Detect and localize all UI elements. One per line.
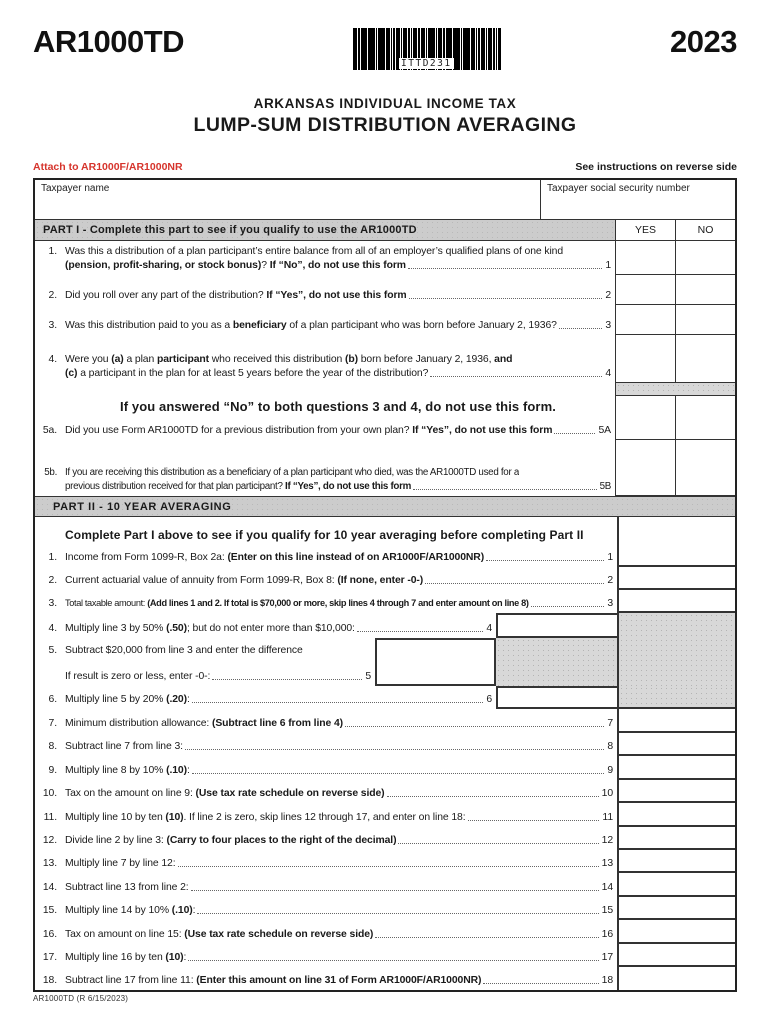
dotted-leader xyxy=(486,560,604,561)
dotted-leader xyxy=(178,866,599,867)
dotted-leader xyxy=(409,298,603,299)
shaded-cell xyxy=(617,613,735,638)
line-5-entry[interactable] xyxy=(375,638,496,686)
shaded-cell xyxy=(617,686,735,709)
part2-line-5 xyxy=(35,638,735,686)
barcode-label: ITTD231 xyxy=(401,58,452,69)
dotted-leader xyxy=(468,820,600,821)
line-10-entry[interactable] xyxy=(617,780,735,803)
q5a-no-box[interactable] xyxy=(675,396,735,440)
q5a-yes-box[interactable] xyxy=(615,396,675,440)
line-text: 15. Multiply line 14 by 10% (.10): 15 xyxy=(42,904,613,916)
line-text: 1. Income from Form 1099-R, Box 2a: (Enter on this line instead of on AR1000F/AR1000NR) 1 xyxy=(48,551,613,563)
tax-year: 2023 xyxy=(670,24,737,59)
dotted-leader xyxy=(387,796,599,797)
line-8-entry[interactable] xyxy=(617,733,735,756)
part2-subheader: Complete Part I above to see if you qualify for 10 year averaging before completing Part II xyxy=(65,528,584,542)
dotted-leader xyxy=(212,679,362,680)
line-text: 4. Multiply line 3 by 50% (.50); but do not enter more than $10,000: 4 xyxy=(48,622,492,634)
dotted-leader xyxy=(375,937,598,938)
line-text: 18. Subtract line 17 from line 11: (Enter this amount on line 31 of Form AR1000F/AR1000NR) 18 xyxy=(42,974,613,986)
line-text: 8. Subtract line 7 from line 3: 8 xyxy=(48,740,613,752)
dotted-leader xyxy=(191,890,599,891)
part2-line-17 xyxy=(35,944,735,967)
q1-no-box[interactable] xyxy=(675,241,735,275)
part2-line-2 xyxy=(35,567,735,590)
question-text: (pension, profit-sharing, or stock bonus)? If “No”, do not use this form 1 xyxy=(65,259,611,271)
part2-header-bar: PART II - 10 YEAR AVERAGING xyxy=(35,496,735,517)
no-column-header: NO xyxy=(675,220,735,240)
barcode xyxy=(353,28,501,70)
line-15-entry[interactable] xyxy=(617,897,735,920)
part1-question-5a xyxy=(35,396,735,440)
line-text: 17. Multiply line 16 by ten (10): 17 xyxy=(42,951,613,963)
form-code: AR1000TD xyxy=(33,24,185,59)
part2-line-3 xyxy=(35,590,735,613)
part2-line-8 xyxy=(35,733,735,756)
taxpayer-name-label: Taxpayer name xyxy=(41,183,110,194)
part2-line-7 xyxy=(35,709,735,733)
part2-line-18 xyxy=(35,967,735,990)
q5b-no-box[interactable] xyxy=(675,440,735,496)
line-text: 13. Multiply line 7 by line 12: 13 xyxy=(42,857,613,869)
dotted-leader xyxy=(188,960,598,961)
note-line xyxy=(33,161,737,173)
ssn-field[interactable] xyxy=(540,180,735,219)
part2-line-4 xyxy=(35,613,735,638)
line-2-entry[interactable] xyxy=(617,567,735,590)
dotted-leader xyxy=(483,983,598,984)
question-text: 5a. Did you use Form AR1000TD for a previous distribution from your own plan? If “Yes”, do not use this form 5A xyxy=(42,424,611,436)
part2-line-6 xyxy=(35,686,735,709)
part1-question-3 xyxy=(35,305,735,335)
line-text: 2. Current actuarial value of annuity from Form 1099-R, Box 8: (If none, enter -0-) 2 xyxy=(48,574,613,586)
line-text: 3. Total taxable amount: (Add lines 1 and 2. If total is $70,000 or more, skip lines 4 through 7 and enter amount on line 8) 3 xyxy=(48,597,613,609)
line-text: 16. Tax on amount on line 15: (Use tax rate schedule on reverse side) 16 xyxy=(42,928,613,940)
line-16-entry[interactable] xyxy=(617,920,735,944)
dotted-leader xyxy=(192,773,605,774)
line-6-entry[interactable] xyxy=(496,686,617,709)
dotted-leader xyxy=(531,606,605,607)
footer-revision: AR1000TD (R 6/15/2023) xyxy=(33,994,129,1003)
q5b-yes-box[interactable] xyxy=(615,440,675,496)
dotted-leader xyxy=(398,843,598,844)
q1-yes-box[interactable] xyxy=(615,241,675,275)
form-header xyxy=(33,0,737,70)
dotted-leader xyxy=(413,489,597,490)
part2-line-1 xyxy=(35,547,735,567)
part1-question-4 xyxy=(35,335,735,383)
question-text: 4. Were you (a) a plan participant who received this distribution (b) born before January 2, 1936, and xyxy=(48,354,513,365)
notice-text: If you answered “No” to both questions 3 and 4, do not use this form. xyxy=(120,399,556,414)
yes-column-header: YES xyxy=(615,220,675,240)
dotted-leader xyxy=(559,328,603,329)
dotted-leader xyxy=(192,702,484,703)
title-line-1: ARKANSAS INDIVIDUAL INCOME TAX xyxy=(253,96,517,111)
line-1-entry-upper[interactable] xyxy=(617,517,735,547)
part1-header-row xyxy=(35,220,735,241)
taxpayer-name-field[interactable] xyxy=(35,180,540,219)
line-text: 6. Multiply line 5 by 20% (.20): 6 xyxy=(48,693,492,705)
line-text: 14. Subtract line 13 from line 2: 14 xyxy=(42,881,613,893)
question-text: 1. Was this a distribution of a plan participant’s entire balance from all of an employer’s qualified plans of one kind xyxy=(48,246,564,257)
question-text: 5b. If you are receiving this distribution as a beneficiary of a plan participant who died, was the AR1000TD used for a xyxy=(44,467,519,478)
line-11-entry[interactable] xyxy=(617,803,735,827)
part2-line-16 xyxy=(35,920,735,944)
taxpayer-row xyxy=(35,180,735,220)
q3-yes-box[interactable] xyxy=(615,305,675,335)
line-3-entry[interactable] xyxy=(617,590,735,613)
dotted-leader xyxy=(357,631,483,632)
shaded-cell xyxy=(615,383,735,396)
part2-subheader-row xyxy=(35,517,735,547)
line-text: 12. Divide line 2 by line 3: (Carry to four places to the right of the decimal) 12 xyxy=(42,834,613,846)
part1-question-1 xyxy=(35,241,735,275)
part2-line-12 xyxy=(35,827,735,850)
line-text: 10. Tax on the amount on line 9: (Use tax rate schedule on reverse side) 10 xyxy=(42,787,613,799)
dotted-leader xyxy=(425,583,604,584)
line-text: 5. Subtract $20,000 from line 3 and enter the difference xyxy=(48,645,303,656)
part2-line-11 xyxy=(35,803,735,827)
line-12-entry[interactable] xyxy=(617,827,735,850)
part2-line-9 xyxy=(35,756,735,780)
question-text: (c) a participant in the plan for at least 5 years before the year of the distribution? 4 xyxy=(65,367,611,379)
line-text: 11. Multiply line 10 by ten (10). If line 2 is zero, skip lines 12 through 17, and enter on line 18: 11 xyxy=(43,811,613,823)
dotted-leader xyxy=(197,913,598,914)
part1-question-2 xyxy=(35,275,735,305)
question-text: 3. Was this distribution paid to you as a beneficiary of a plan participant who was born before January 2, 1936? 3 xyxy=(48,319,611,331)
q2-yes-box[interactable] xyxy=(615,275,675,305)
line-14-entry[interactable] xyxy=(617,873,735,897)
line-text: If result is zero or less, enter -0-: 5 xyxy=(65,670,371,682)
dotted-leader xyxy=(345,726,604,727)
line-text: 7. Minimum distribution allowance: (Subtract line 6 from line 4) 7 xyxy=(48,717,613,729)
instructions-note: See instructions on reverse side xyxy=(575,161,737,173)
line-9-entry[interactable] xyxy=(617,756,735,780)
part2-lines-7-18 xyxy=(35,709,735,990)
part2-line-10 xyxy=(35,780,735,803)
part2-line-14 xyxy=(35,873,735,897)
question-text: previous distribution received for that plan participant? If “Yes”, do not use this form 5B xyxy=(65,480,611,492)
part2-line-15 xyxy=(35,897,735,920)
part2-line-13 xyxy=(35,850,735,873)
line-text: 9. Multiply line 8 by 10% (.10): 9 xyxy=(48,764,613,776)
shaded-cell xyxy=(617,638,735,686)
q4-no-box[interactable] xyxy=(675,335,735,383)
line-13-entry[interactable] xyxy=(617,850,735,873)
dotted-leader xyxy=(554,433,595,434)
attach-note: Attach to AR1000F/AR1000NR xyxy=(33,161,183,173)
dotted-leader xyxy=(430,376,602,377)
title-line-2: LUMP-SUM DISTRIBUTION AVERAGING xyxy=(193,114,577,136)
q3-no-box[interactable] xyxy=(675,305,735,335)
form-title xyxy=(33,96,737,137)
dotted-leader xyxy=(408,268,602,269)
line-17-entry[interactable] xyxy=(617,944,735,967)
dotted-leader xyxy=(185,749,604,750)
form-body xyxy=(33,178,737,992)
separator-row xyxy=(35,383,735,396)
line-1-entry[interactable] xyxy=(617,547,735,567)
shaded-cell xyxy=(496,638,617,686)
line-4-entry[interactable] xyxy=(496,613,617,638)
part1-header-bar: PART I - Complete this part to see if you qualify to use the AR1000TD xyxy=(35,220,615,240)
line-7-entry[interactable] xyxy=(617,709,735,733)
line-18-entry[interactable] xyxy=(617,967,735,990)
q2-no-box[interactable] xyxy=(675,275,735,305)
ssn-label: Taxpayer social security number xyxy=(547,183,690,194)
part1-question-5b xyxy=(35,440,735,496)
q4-yes-box[interactable] xyxy=(615,335,675,383)
question-text: 2. Did you roll over any part of the distribution? If “Yes”, do not use this form 2 xyxy=(48,289,611,301)
